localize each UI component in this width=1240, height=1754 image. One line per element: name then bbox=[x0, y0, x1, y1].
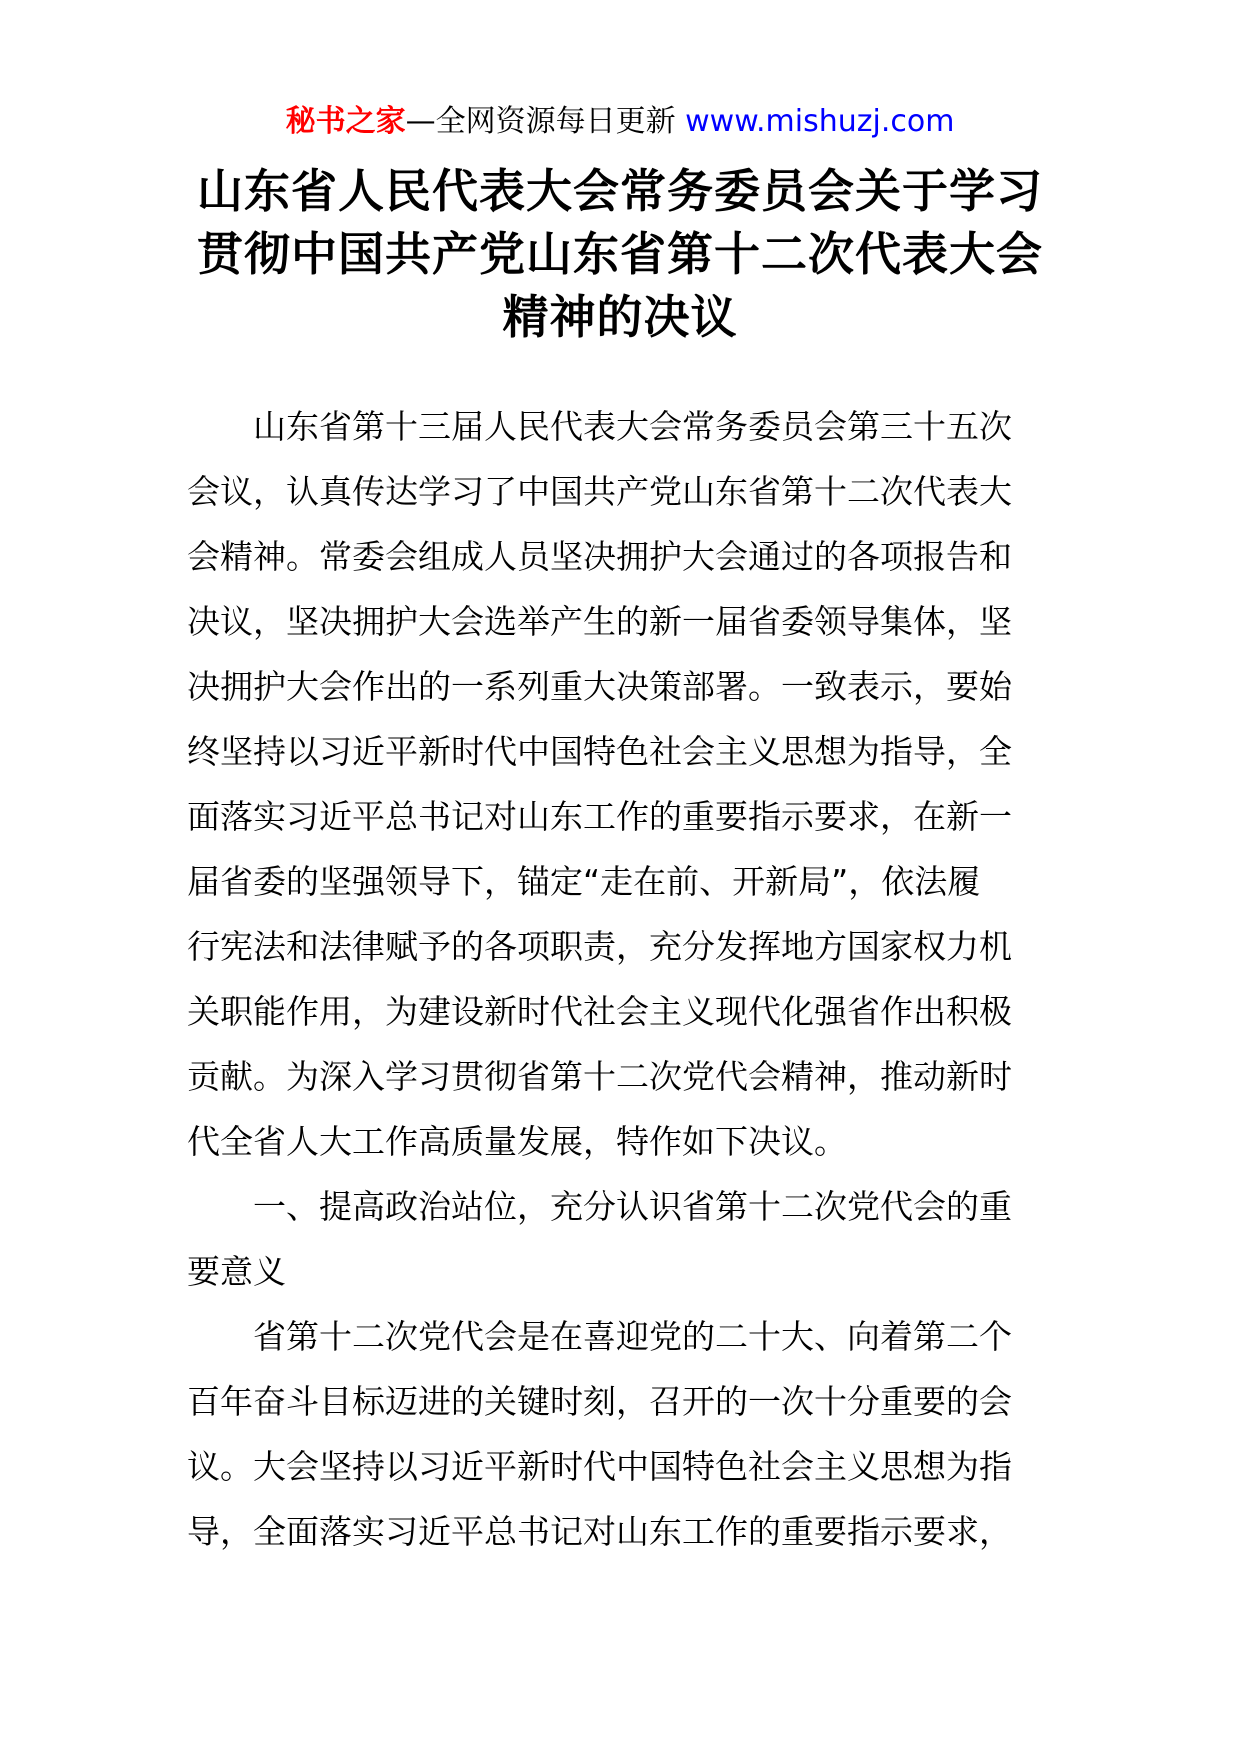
paragraph-line: 代全省人大工作高质量发展，特作如下决议。 bbox=[187, 1122, 847, 1161]
paragraph-line: 山东省第十三届人民代表大会常务委员会第三十五次 bbox=[253, 407, 1012, 446]
paragraph-line: 省第十二次党代会是在喜迎党的二十大、向着第二个 bbox=[253, 1317, 1012, 1356]
title-line: 山东省人民代表大会常务委员会关于学习 bbox=[197, 164, 1043, 218]
paragraph-line: 行宪法和法律赋予的各项职责，充分发挥地方国家权力机 bbox=[187, 927, 1012, 966]
paragraph-line: 决议，坚决拥护大会选举产生的新一届省委领导集体，坚 bbox=[187, 602, 1012, 641]
paragraph-line: 贡献。为深入学习贯彻省第十二次党代会精神，推动新时 bbox=[187, 1057, 1012, 1096]
title-line: 精神的决议 bbox=[502, 290, 738, 344]
site-brand: 秘书之家 bbox=[285, 104, 406, 139]
paragraph-line: 导，全面落实习近平总书记对山东工作的重要指示要求， bbox=[187, 1512, 1012, 1551]
title-line: 贯彻中国共产党山东省第十二次代表大会 bbox=[197, 227, 1043, 281]
paragraph-line: 会精神。常委会组成人员坚决拥护大会通过的各项报告和 bbox=[187, 537, 1012, 576]
paragraph-line: 终坚持以习近平新时代中国特色社会主义思想为指导，全 bbox=[187, 732, 1012, 771]
paragraph-line: 届省委的坚强领导下，锚定“走在前、开新局”，依法履 bbox=[187, 862, 981, 901]
document-title bbox=[170, 160, 1070, 349]
paragraph-line: 面落实习近平总书记对山东工作的重要指示要求，在新一 bbox=[187, 797, 1012, 836]
paragraph-line: 决拥护大会作出的一系列重大决策部署。一致表示，要始 bbox=[187, 667, 1012, 706]
section-heading-line: 一、提高政治站位，充分认识省第十二次党代会的重 bbox=[253, 1187, 1012, 1226]
paragraph-line: 会议，认真传达学习了中国共产党山东省第十二次代表大 bbox=[187, 472, 1012, 511]
paragraph-line: 关职能作用，为建设新时代社会主义现代化强省作出积极 bbox=[187, 992, 1012, 1031]
document-body bbox=[187, 394, 1022, 1564]
site-tagline: —全网资源每日更新 bbox=[405, 104, 686, 139]
paragraph-line: 议。大会坚持以习近平新时代中国特色社会主义思想为指 bbox=[187, 1447, 1012, 1486]
site-header bbox=[0, 100, 1240, 144]
site-url-link[interactable]: www.mishuzj.com bbox=[685, 104, 955, 139]
section-heading-line: 要意义 bbox=[187, 1252, 286, 1291]
paragraph-line: 百年奋斗目标迈进的关键时刻，召开的一次十分重要的会 bbox=[187, 1382, 1012, 1421]
